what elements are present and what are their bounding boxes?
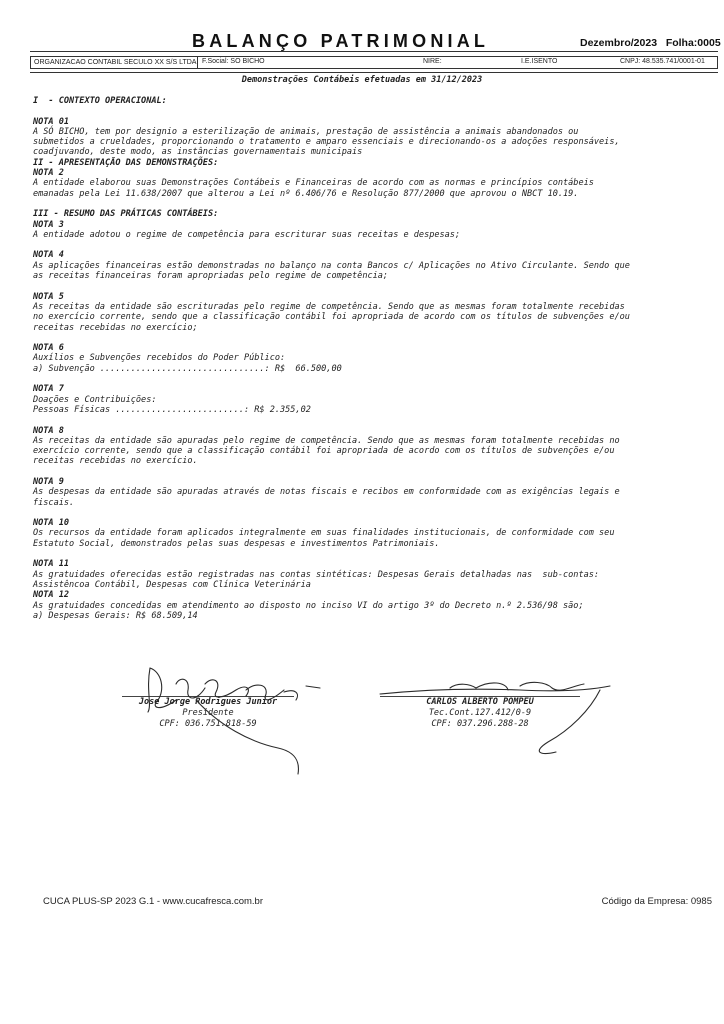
folha-label: Folha:0005 [665, 37, 721, 49]
company-info-bar [30, 56, 718, 69]
note-line: as receitas financeiras foram apropriadas pelo regime de competência; [33, 271, 389, 282]
note-line: Pessoas Físicas .........................: R$ 2.355,02 [33, 404, 311, 415]
note-line: As receitas da entidade são apuradas pelo regime de competência. Sendo que as mesmas foram totalmente recebidas no [33, 435, 620, 446]
note-line: Auxílios e Subvenções recebidos do Poder Público: [33, 353, 286, 364]
note-line: no exercício corrente, sendo que a classificação contábil foi apropriada de acordo com os títulos de subvenções e/ou [33, 312, 630, 323]
note-title: NOTA 5 [33, 291, 64, 302]
note-line: coadjuvando, deste modo, as instâncias governamentais municipais [33, 147, 363, 158]
note-line: exercício corrente, sendo que a classificação contábil foi apropriada de acordo com os títulos de subvenções e/ou [33, 446, 615, 457]
section-heading: III - RESUMO DAS PRÁTICAS CONTÁBEIS: [33, 209, 219, 220]
signer-name: CARLOS ALBERTO POMPEU [426, 697, 534, 707]
note-title: NOTA 10 [33, 518, 70, 529]
note-line: Os recursos da entidade foram aplicados integralmente em suas finalidades institucionais, de conformidade com seu [33, 528, 615, 539]
section-heading: II - APRESENTAÇÃO DAS DEMONSTRAÇÕES: [33, 157, 219, 168]
note-title: NOTA 4 [33, 250, 64, 261]
note-title: NOTA 12 [33, 590, 70, 601]
signer-name: Jose Jorge Rodrigues Junior [138, 697, 278, 707]
ie-label: I.E.ISENTO [521, 58, 558, 65]
note-line: As receitas da entidade são escrituradas pelo regime de competência. Sendo que as mesmas foram totalmente recebidas [33, 301, 625, 312]
note-line: Estatuto Social, demonstrados pelas suas despesas e investimentos Patrimoniais. [33, 538, 440, 549]
signer-role: Tec.Cont.127.412/0-9 [428, 708, 532, 718]
note-title: NOTA 8 [33, 425, 64, 436]
note-line: Assistêncoa Contábil, Despesas com Clínica Veterinária [33, 579, 311, 590]
cnpj-label: CNPJ: 48.535.741/0001-01 [620, 58, 705, 65]
footer-software: CUCA PLUS-SP 2023 G.1 - www.cucafresca.com.br [43, 896, 263, 907]
note-line: emanadas pela Lei 11.638/2007 que alterou a Lei nº 6.406/76 e Resolução 877/2000 que aprovou o NBCT 10.19. [33, 188, 579, 199]
note-title: NOTA 2 [33, 168, 64, 179]
note-line: receitas recebidas no exercício; [33, 322, 198, 333]
note-title: NOTA 3 [33, 219, 64, 230]
note-line: As gratuidades oferecidas estão registradas nas contas sintéticas: Despesas Gerais detalhadas nas sub-contas: [33, 569, 600, 580]
signature-block-accountant [400, 697, 560, 730]
header-rule [30, 51, 718, 52]
note-line: As gratuidades concedidas em atendimento ao disposto no inciso VI do artigo 3º do Decreto n.º 2.536/98 são; [33, 600, 584, 611]
info-rule [30, 72, 718, 73]
nire-label: NIRE: [423, 58, 442, 65]
note-line: A entidade adotou o regime de competência para escriturar suas receitas e despesas; [33, 229, 461, 240]
signer-role: Presidente [182, 708, 234, 718]
signature-block-president [122, 697, 294, 730]
note-line: submetidos a crueldades, proporcionando o tratamento e amparo essenciais e direcionando-os a adoções responsáveis, [33, 137, 620, 148]
signer-cpf: CPF: 036.751.818-59 [159, 719, 257, 729]
document-title: BALANÇO PATRIMONIAL [192, 31, 490, 51]
note-title: NOTA 01 [33, 116, 70, 127]
social-name: F.Social: SO BICHO [202, 58, 265, 65]
note-title: NOTA 7 [33, 384, 64, 395]
note-line: Doações e Contribuições: [33, 394, 157, 405]
note-title: NOTA 11 [33, 559, 70, 570]
note-line: a) Subvenção ................................: R$ 66.500,00 [33, 363, 342, 374]
signer-cpf: CPF: 037.296.288-28 [431, 719, 529, 729]
section-heading: I - CONTEXTO OPERACIONAL: [33, 96, 167, 106]
statement-subtitle: Demonstrações Contábeis efetuadas em 31/12/2023 [241, 75, 483, 85]
note-line: A SÓ BICHO, tem por designio a esterilização de animais, prestação de assistência a animais abandonados ou [33, 126, 579, 137]
note-title: NOTA 6 [33, 343, 64, 354]
note-line: As aplicações financeiras estão demonstradas no balanço na conta Bancos c/ Aplicações no Ativo Circulante. Sendo que [33, 260, 630, 271]
notes-body [33, 96, 719, 621]
period-label: Dezembro/2023 [580, 37, 658, 49]
period-folha [580, 37, 721, 49]
footer-company-code: Código da Empresa: 0985 [601, 896, 712, 907]
note-line: a) Despesas Gerais: R$ 68.509,14 [33, 610, 198, 621]
note-line: As despesas da entidade são apuradas através de notas fiscais e recibos em conformidade com as exigências legais e [33, 487, 620, 498]
note-title: NOTA 9 [33, 476, 64, 487]
note-line: fiscais. [33, 497, 75, 508]
note-line: A entidade elaborou suas Demonstrações Contábeis e Financeiras de acordo com as normas e princípios contábeis [33, 178, 594, 189]
note-line: receitas recebidas no exercício. [33, 456, 198, 467]
company-name: ORGANIZACAO CONTABIL SECULO XX S/S LTDA [30, 56, 198, 69]
